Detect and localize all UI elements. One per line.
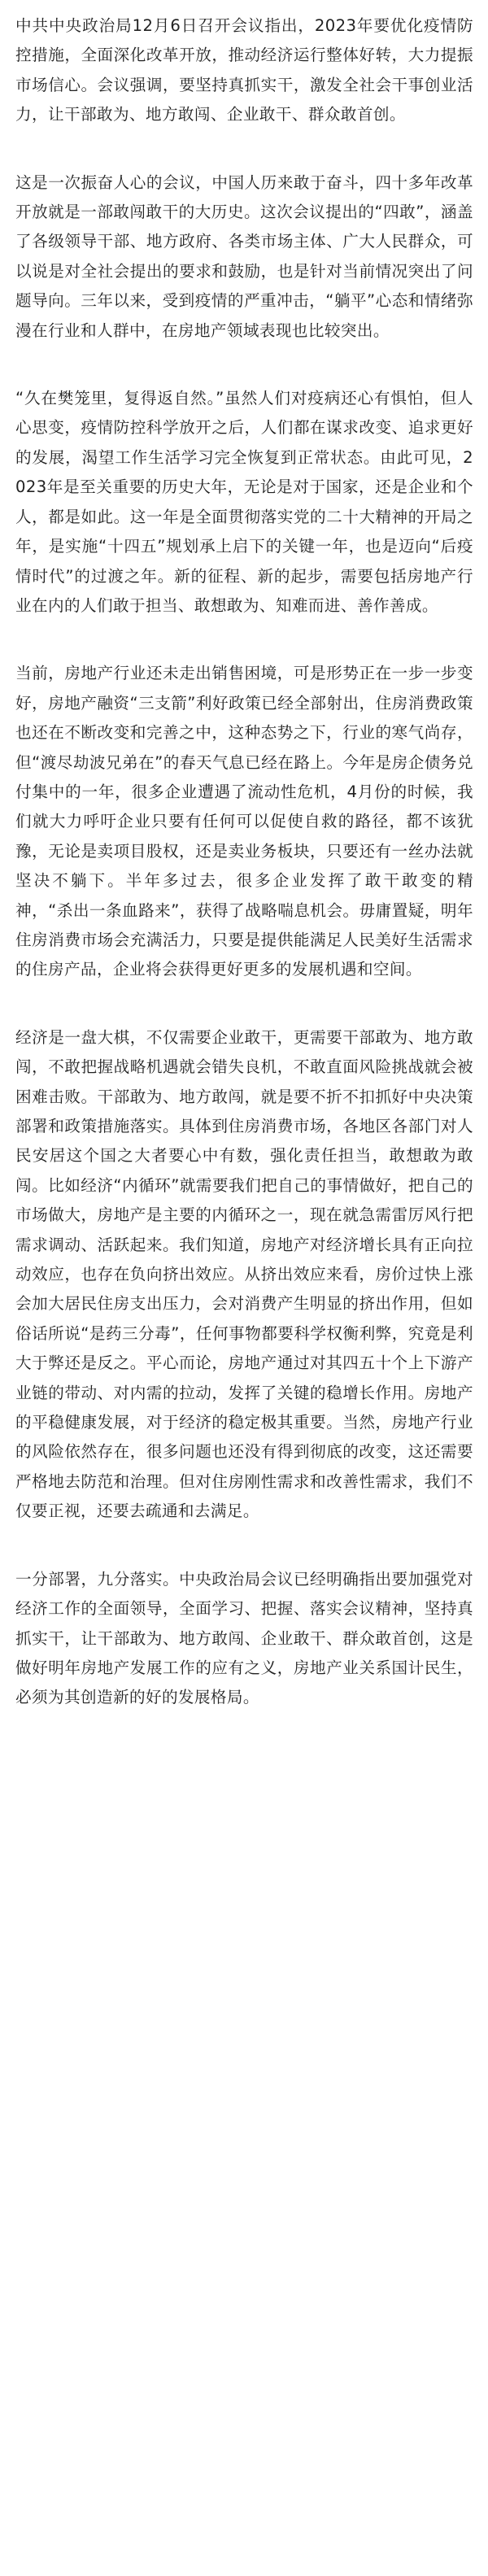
paragraph-implementation: 一分部署，九分落实。中央政治局会议已经明确指出要加强党对经济工作的全面领导，全面学习、把握、落实会议精神，坚持真抓实干，让干部敢为、地方敢闯、企业敢干、群众敢首创，这是做好明年房地产发展工作的应有之义，房地产业关系国计民生，必须为其创造新的好的发展格局。 bbox=[15, 1569, 473, 1707]
paragraph-economy-chess: 经济是一盘大棋，不仅需要企业敢干，更需要干部敢为、地方敢闯，不敢把握战略机遇就会错失良机，不敢直面风险挑战就会被困难击败。干部敢为、地方敢闯，就是要不折不扣抓好中央决策部署和政策措施落实。具体到住房消费市场，各地区各部门对人民安居这个国之大者要心中有数，强化责任担当，敢想敢为敢闯。比如经济“内循环”就需要我们把自己的事情做好，把自己的市场做大，房地产是主要的内循环之一，现在就急需雷厉风行把需求调动、活跃起来。我们知道，房地产对经济增长具有正向拉动效应，也存在负向挤出效应。从挤出效应来看，房价过快上涨会加大居民住房支出压力，会对消费产生明显的挤出作用，但如俗话所说“是药三分毒”，任何事物都要科学权衡利弊，究竟是利大于弊还是反之。平心而论，房地产通过对其四五十个上下游产业链的带动、对内需的拉动，发挥了关键的稳增长作用。房地产的平稳健康发展，对于经济的稳定极其重要。当然，房地产行业的风险依然存在，很多问题也还没有得到彻底的改变，这还需要严格地去防范和治理。但对住房刚性需求和改善性需求，我们不仅要正视，还要去疏通和去满足。 bbox=[15, 1027, 473, 1521]
paragraph-real-estate-outlook: 当前，房地产行业还未走出销售困境，可是形势正在一步一步变好，房地产融资“三支箭”利好政策已经全部射出，住房消费政策也还在不断改变和完善之中，这种态势之下，行业的寒气尚存，但“渡尽劫波兄弟在”的春天气息已经在路上。今年是房企债务兑付集中的一年，很多企业遭遇了流动性危机，4月份的时候，我们就大力呼吁企业只要有任何可以促使自救的路径，都不该犹豫，无论是卖项目股权，还是卖业务板块，只要还有一丝办法就坚决不躺下。半年多过去，很多企业发挥了敢干敢变的精神，“杀出一条血路来”，获得了战略喘息机会。毋庸置疑，明年住房消费市场会充满活力，只要是提供能满足人民美好生活需求的住房产品，企业将会获得更好更多的发展机遇和空间。 bbox=[15, 664, 473, 979]
paragraph-pivotal-year: “久在樊笼里，复得返自然。”虽然人们对疫病还心有惧怕，但人心思变，疫情防控科学放开之后，人们都在谋求改变、追求更好的发展，渴望工作生活学习完全恢复到正常状态。由此可见，2023年是至关重要的历史大年，无论是对于国家，还是企业和个人，都是如此。这一年是全面贯彻落实党的二十大精神的开局之年，是实施“十四五”规划承上启下的关键一年，也是迈向“后疫情时代”的过渡之年。新的征程、新的起步，需要包括房地产行业在内的人们敢于担当、敢想敢为、知难而进、善作善成。 bbox=[15, 389, 473, 615]
paragraph-meeting-announcement: 中共中央政治局12月6日召开会议指出，2023年要优化疫情防控措施，全面深化改革开放，推动经济运行整体好转，大力提振市场信心。会议强调，要坚持真抓实干，激发全社会干事创业活力，让干部敢为、地方敢闯、企业敢干、群众敢首创。 bbox=[15, 16, 473, 124]
paragraph-four-dares: 这是一次振奋人心的会议，中国人历来敢于奋斗，四十多年改革开放就是一部敢闯敢干的大历史。这次会议提出的“四敢”，涵盖了各级领导干部、地方政府、各类市场主体、广大人民群众，可以说是对全社会提出的要求和鼓励，也是针对当前情况突出了问题导向。三年以来，受到疫情的严重冲击，“躺平”心态和情绪弥漫在行业和人群中，在房地产领域表现也比较突出。 bbox=[15, 172, 473, 340]
